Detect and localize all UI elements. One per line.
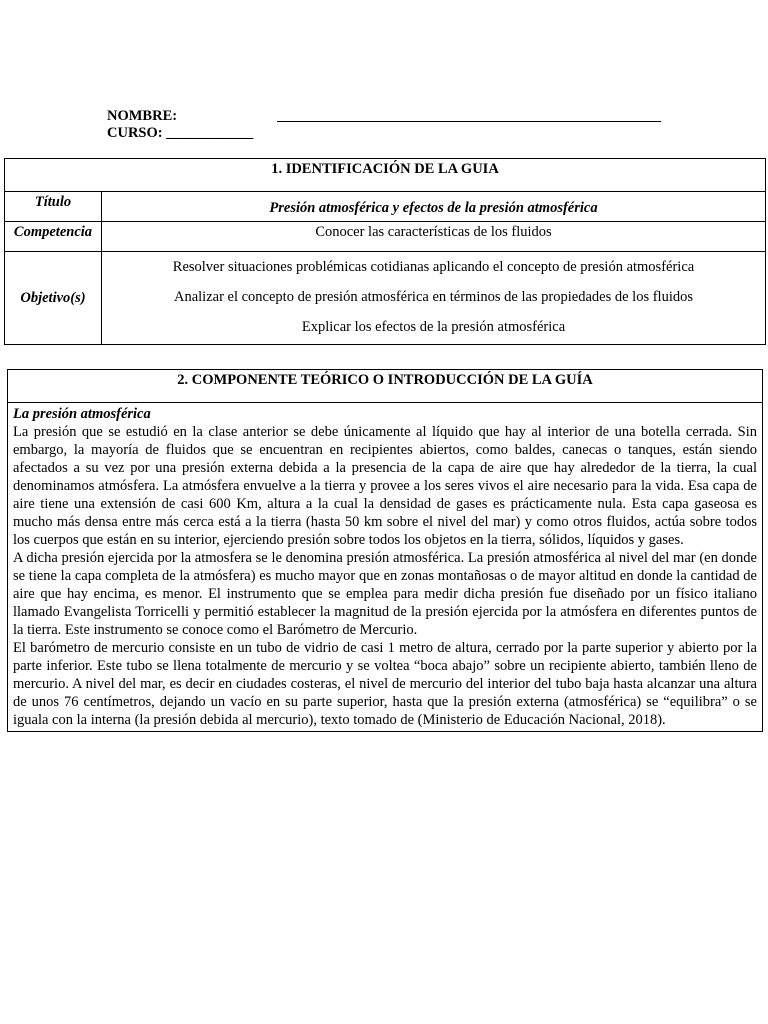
identification-table: [4, 158, 766, 345]
nombre-blank-line: [277, 121, 661, 122]
componente-paragraph: A dicha presión ejercida por la atmosfera se le denomina presión atmosférica. La presión atmosférica al nivel del mar (en donde se tiene la capa completa de la atmósfera) es mucho mayor que en zonas montañosas o de mayor altitud en donde la cantidad de aire que hay encima, es menor. El instrumento que se emplea para medir dicha presión fue diseñado por un físico italiano llamado Evangelista Torricelli y permitió establecer la magnitud de la presión ejercida por la atmósfera en diferentes puntos de la tierra. Este instrumento se conoce como el Barómetro de Mercurio.: [13, 550, 757, 638]
objetivo-item: Analizar el concepto de presión atmosférica en términos de las propiedades de los fluidos: [173, 289, 693, 305]
nombre-label: NOMBRE:: [107, 108, 178, 124]
componente-subtitle: La presión atmosférica: [13, 406, 151, 422]
competencia-value: Conocer las características de los fluidos: [102, 222, 766, 252]
componente-table: [7, 369, 763, 732]
componente-paragraph: La presión que se estudió en la clase anterior se debe únicamente al líquido que hay al interior de una botella cerrada. Sin embargo, la mayoría de fluidos que se encuentran en recipientes abiertos, como baldes, canecas o tanques, están siendo afectados a su vez por una presión externa debida a la presencia de la capa de aire que hay alrededor de la tierra, la cual denominamos atmósfera. La atmósfera envuelve a la tierra y provee a los seres vivos el aire necesario para la vida. Esa capa de aire tiene una extensión de casi 600 Km, altura a la cual la densidad de gases es prácticamente nula. Esta capa gaseosa es mucho más densa entre más cerca está a la tierra (hasta 50 km sobre el nivel del mar) y como otros fluidos, actúa sobre todos los cuerpos que están en su interior, ejerciendo presión sobre todos los objetos en la tierra, sólidos, líquidos y gases.: [13, 424, 757, 548]
objetivos-label: Objetivo(s): [5, 252, 102, 345]
competencia-label: Competencia: [5, 222, 102, 252]
componente-section-title: 2. COMPONENTE TEÓRICO O INTRODUCCIÓN DE LA GUÍA: [8, 370, 763, 403]
nombre-row: [107, 108, 253, 125]
titulo-value: Presión atmosférica y efectos de la presión atmosférica: [102, 192, 766, 222]
identification-section-title: 1. IDENTIFICACIÓN DE LA GUIA: [5, 159, 766, 192]
objetivos-list: [102, 252, 766, 345]
componente-body: [8, 403, 763, 732]
student-header: [107, 108, 253, 142]
objetivo-item: Resolver situaciones problémicas cotidianas aplicando el concepto de presión atmosférica: [172, 259, 695, 275]
titulo-label: Título: [5, 192, 102, 222]
objetivo-item: Explicar los efectos de la presión atmosférica: [301, 319, 566, 335]
curso-blank: ____________: [166, 125, 254, 141]
componente-paragraph: El barómetro de mercurio consiste en un tubo de vidrio de casi 1 metro de altura, cerrado por la parte superior y abierto por la parte inferior. Este tubo se llena totalmente de mercurio y se voltea “boca abajo” sobre un recipiente abierto, también lleno de mercurio. A nivel del mar, es decir en ciudades costeras, el nivel de mercurio del interior del tubo baja hasta alcanzar una altura de unos 76 centímetros, dejando un vacío en su parte superior, hasta que la presión externa (atmosférica) se “equilibra” o se iguala con la interna (la presión debida al mercurio), texto tomado de (Ministerio de Educación Nacional, 2018).: [13, 640, 757, 728]
curso-label: CURSO:: [107, 125, 163, 141]
curso-row: [107, 125, 253, 142]
